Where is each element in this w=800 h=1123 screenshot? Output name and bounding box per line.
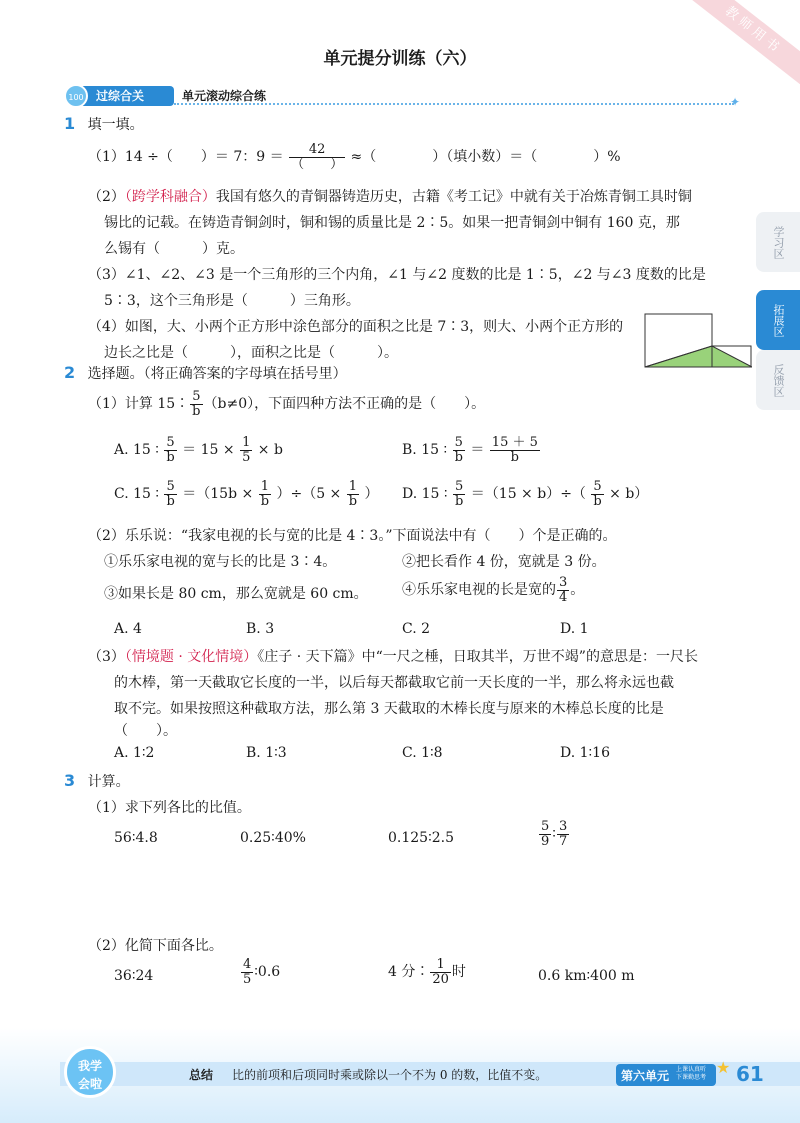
q3-number: 3: [64, 771, 76, 790]
summary-label: 总结: [189, 1068, 214, 1082]
banner-divider: [174, 103, 734, 105]
q3-heading: [64, 771, 130, 791]
q2-p3-option-a: A. 1∶2: [114, 745, 155, 761]
q2-p3-option-d: D. 1∶16: [560, 745, 610, 761]
q2-part3-line4: （ ）。: [114, 723, 177, 739]
q2-p1-option-d: D. 15 ∶ $\frac{5}{b}$ ＝（15 × b）÷（ $\frac{5}{b}$ × b）: [402, 479, 649, 509]
tag-cross-subject: （跨学科融合）: [124, 189, 216, 205]
page-title: 单元提分训练（六）: [323, 49, 477, 69]
score-badge-icon: 100: [64, 84, 88, 108]
banner-subtitle: 单元滚动综合练: [182, 89, 267, 103]
q2-title: 选择题。（将正确答案的字母填在括号里）: [87, 366, 347, 382]
q2-p2-option-b: B. 3: [246, 621, 275, 637]
q1-part2-line1: （2）（跨学科融合）我国有悠久的青铜器铸造历史，古籍《考工记》中就有关于冶炼青铜工具时铜: [88, 189, 692, 205]
q2-p2-statement-4: ④乐乐家电视的长是宽的 $\frac{3}{4}$ 。: [402, 575, 585, 605]
q3-p2-expr-4: 0.6 km∶400 m: [538, 968, 635, 984]
q2-part2-stem: （2）乐乐说：“我家电视的长与宽的比是 4∶3。”下面说法中有（ ）个是正确的。: [88, 528, 617, 544]
q3-p1-expr-3: 0.125∶2.5: [388, 830, 454, 846]
q1-number: 1: [64, 114, 76, 133]
star-icon: ✦: [729, 95, 740, 109]
q2-p2-statement-3: ③如果长是 80 cm，那么宽就是 60 cm。: [104, 586, 368, 602]
q3-p2-expr-2: $\frac{4}{5}$ ∶0.6: [243, 957, 281, 987]
q3-p2-expr-3: 4 分∶ $\frac{1}{20}$ 时: [388, 957, 466, 987]
q1-part3-line1: （3）∠1、∠2、∠3 是一个三角形的三个内角，∠1 与∠2 度数的比是 1∶5，∠2 与∠3 度数的比是: [88, 267, 706, 283]
corner-stamp: 教师用书: [678, 0, 800, 94]
unit-tab: 第六单元 上课认真听 下课勤思考: [616, 1064, 716, 1086]
q2-p2-statement-2: ②把长看作 4 份，宽就是 3 份。: [402, 554, 606, 570]
q3-p1-expr-1: 56∶4.8: [114, 830, 158, 846]
q1-part4-line1: （4）如图，大、小两个正方形中涂色部分的面积之比是 7∶3，则大、小两个正方形的: [88, 319, 624, 335]
q2-p3-option-b: B. 1∶3: [246, 745, 287, 761]
tab-study-zone[interactable]: 学习区: [756, 212, 800, 272]
q1-part4-line2: 边长之比是（ ），面积之比是（ ）。: [104, 345, 398, 361]
q2-p2-option-c: C. 2: [402, 621, 431, 637]
q2-p2-option-a: A. 4: [114, 621, 142, 637]
q1-part3-line2: 5∶3，这个三角形是（ ）三角形。: [104, 293, 360, 309]
q2-part3-line1: （3）（情境题 · 文化情境）《庄子 · 天下篇》中“一尺之棰，日取其半，万世不竭”的意思是：一尺长: [88, 649, 698, 665]
q2-part3-line2: 的木棒，第一天截取它长度的一半，以后每天都截取它前一天长度的一半，那么将永远也截: [114, 675, 674, 691]
q3-p2-expr-1: 36∶24: [114, 968, 154, 984]
tab-feedback-zone[interactable]: 反馈区: [756, 350, 800, 410]
q1-part1: [88, 143, 621, 171]
q2-p1-option-c: C. 15 ∶ $\frac{5}{b}$ ＝（15b × $\frac{1}{b}$ ）÷（5 × $\frac{1}{b}$ ）: [114, 479, 379, 509]
q1-part2-line3: 么锡有（ ）克。: [104, 241, 244, 257]
banner-label: 过综合关: [72, 86, 174, 106]
q2-number: 2: [64, 363, 76, 382]
q2-p1-option-b: B. 15 ∶ $\frac{5}{b}$ ＝ $\frac{15 + 5}{b}$: [402, 435, 538, 465]
star-mascot-icon: ★: [716, 1058, 731, 1077]
learned-badge: 我学 会啦: [64, 1046, 116, 1098]
squares-figure: [644, 313, 752, 369]
q1-p1-fraction: $\frac{42}{( )}$: [291, 142, 344, 172]
q2-p2-option-d: D. 1: [560, 621, 589, 637]
section-banner: [64, 84, 740, 109]
q2-p2-statement-1: ①乐乐家电视的宽与长的比是 3∶4。: [104, 554, 337, 570]
q2-p3-option-c: C. 1∶8: [402, 745, 443, 761]
tab-extension-zone[interactable]: 拓展区: [756, 290, 800, 350]
q1-p1-text-a: （1）14 ÷（ ）＝ 7：9 ＝: [88, 149, 284, 166]
q3-part1-stem: （1）求下列各比的比值。: [88, 800, 251, 816]
q3-part2-stem: （2）化简下面各比。: [88, 938, 223, 954]
q2-heading: [64, 363, 347, 383]
q2-part1-stem: （1）计算 15∶ $\frac{5}{b}$ （b≠0），下面四种方法不正确的是（ ）。: [88, 389, 486, 419]
q1-title: 填一填。: [87, 117, 144, 133]
q2-part3-line3: 取不完。如果按照这种截取方法，那么第 3 天截取的木棒长度与原来的木棒总长度的比是: [114, 701, 664, 717]
q1-part2-line2: 锡比的记载。在铸造青铜剑时，铜和锡的质量比是 2∶5。如果一把青铜剑中铜有 160 克，那: [104, 215, 680, 231]
q1-heading: [64, 114, 144, 134]
tag-culture-context: （情境题 · 文化情境）: [124, 649, 258, 665]
page-number: 61: [736, 1062, 764, 1086]
q2-p1-option-a: A. 15 ∶ $\frac{5}{b}$ ＝ 15 × $\frac{1}{5}$ × b: [114, 435, 283, 465]
q1-p1-text-b: ≈（ ）（填小数）＝（ ）%: [350, 149, 621, 166]
q3-p1-expr-4: $\frac{5}{9}$ ∶ $\frac{3}{7}$: [541, 819, 568, 849]
summary-text: 比的前项和后项同时乘或除以一个不为 0 的数，比值不变。: [232, 1068, 548, 1082]
q3-title: 计算。: [87, 774, 130, 790]
q3-p1-expr-2: 0.25∶40%: [240, 830, 306, 846]
